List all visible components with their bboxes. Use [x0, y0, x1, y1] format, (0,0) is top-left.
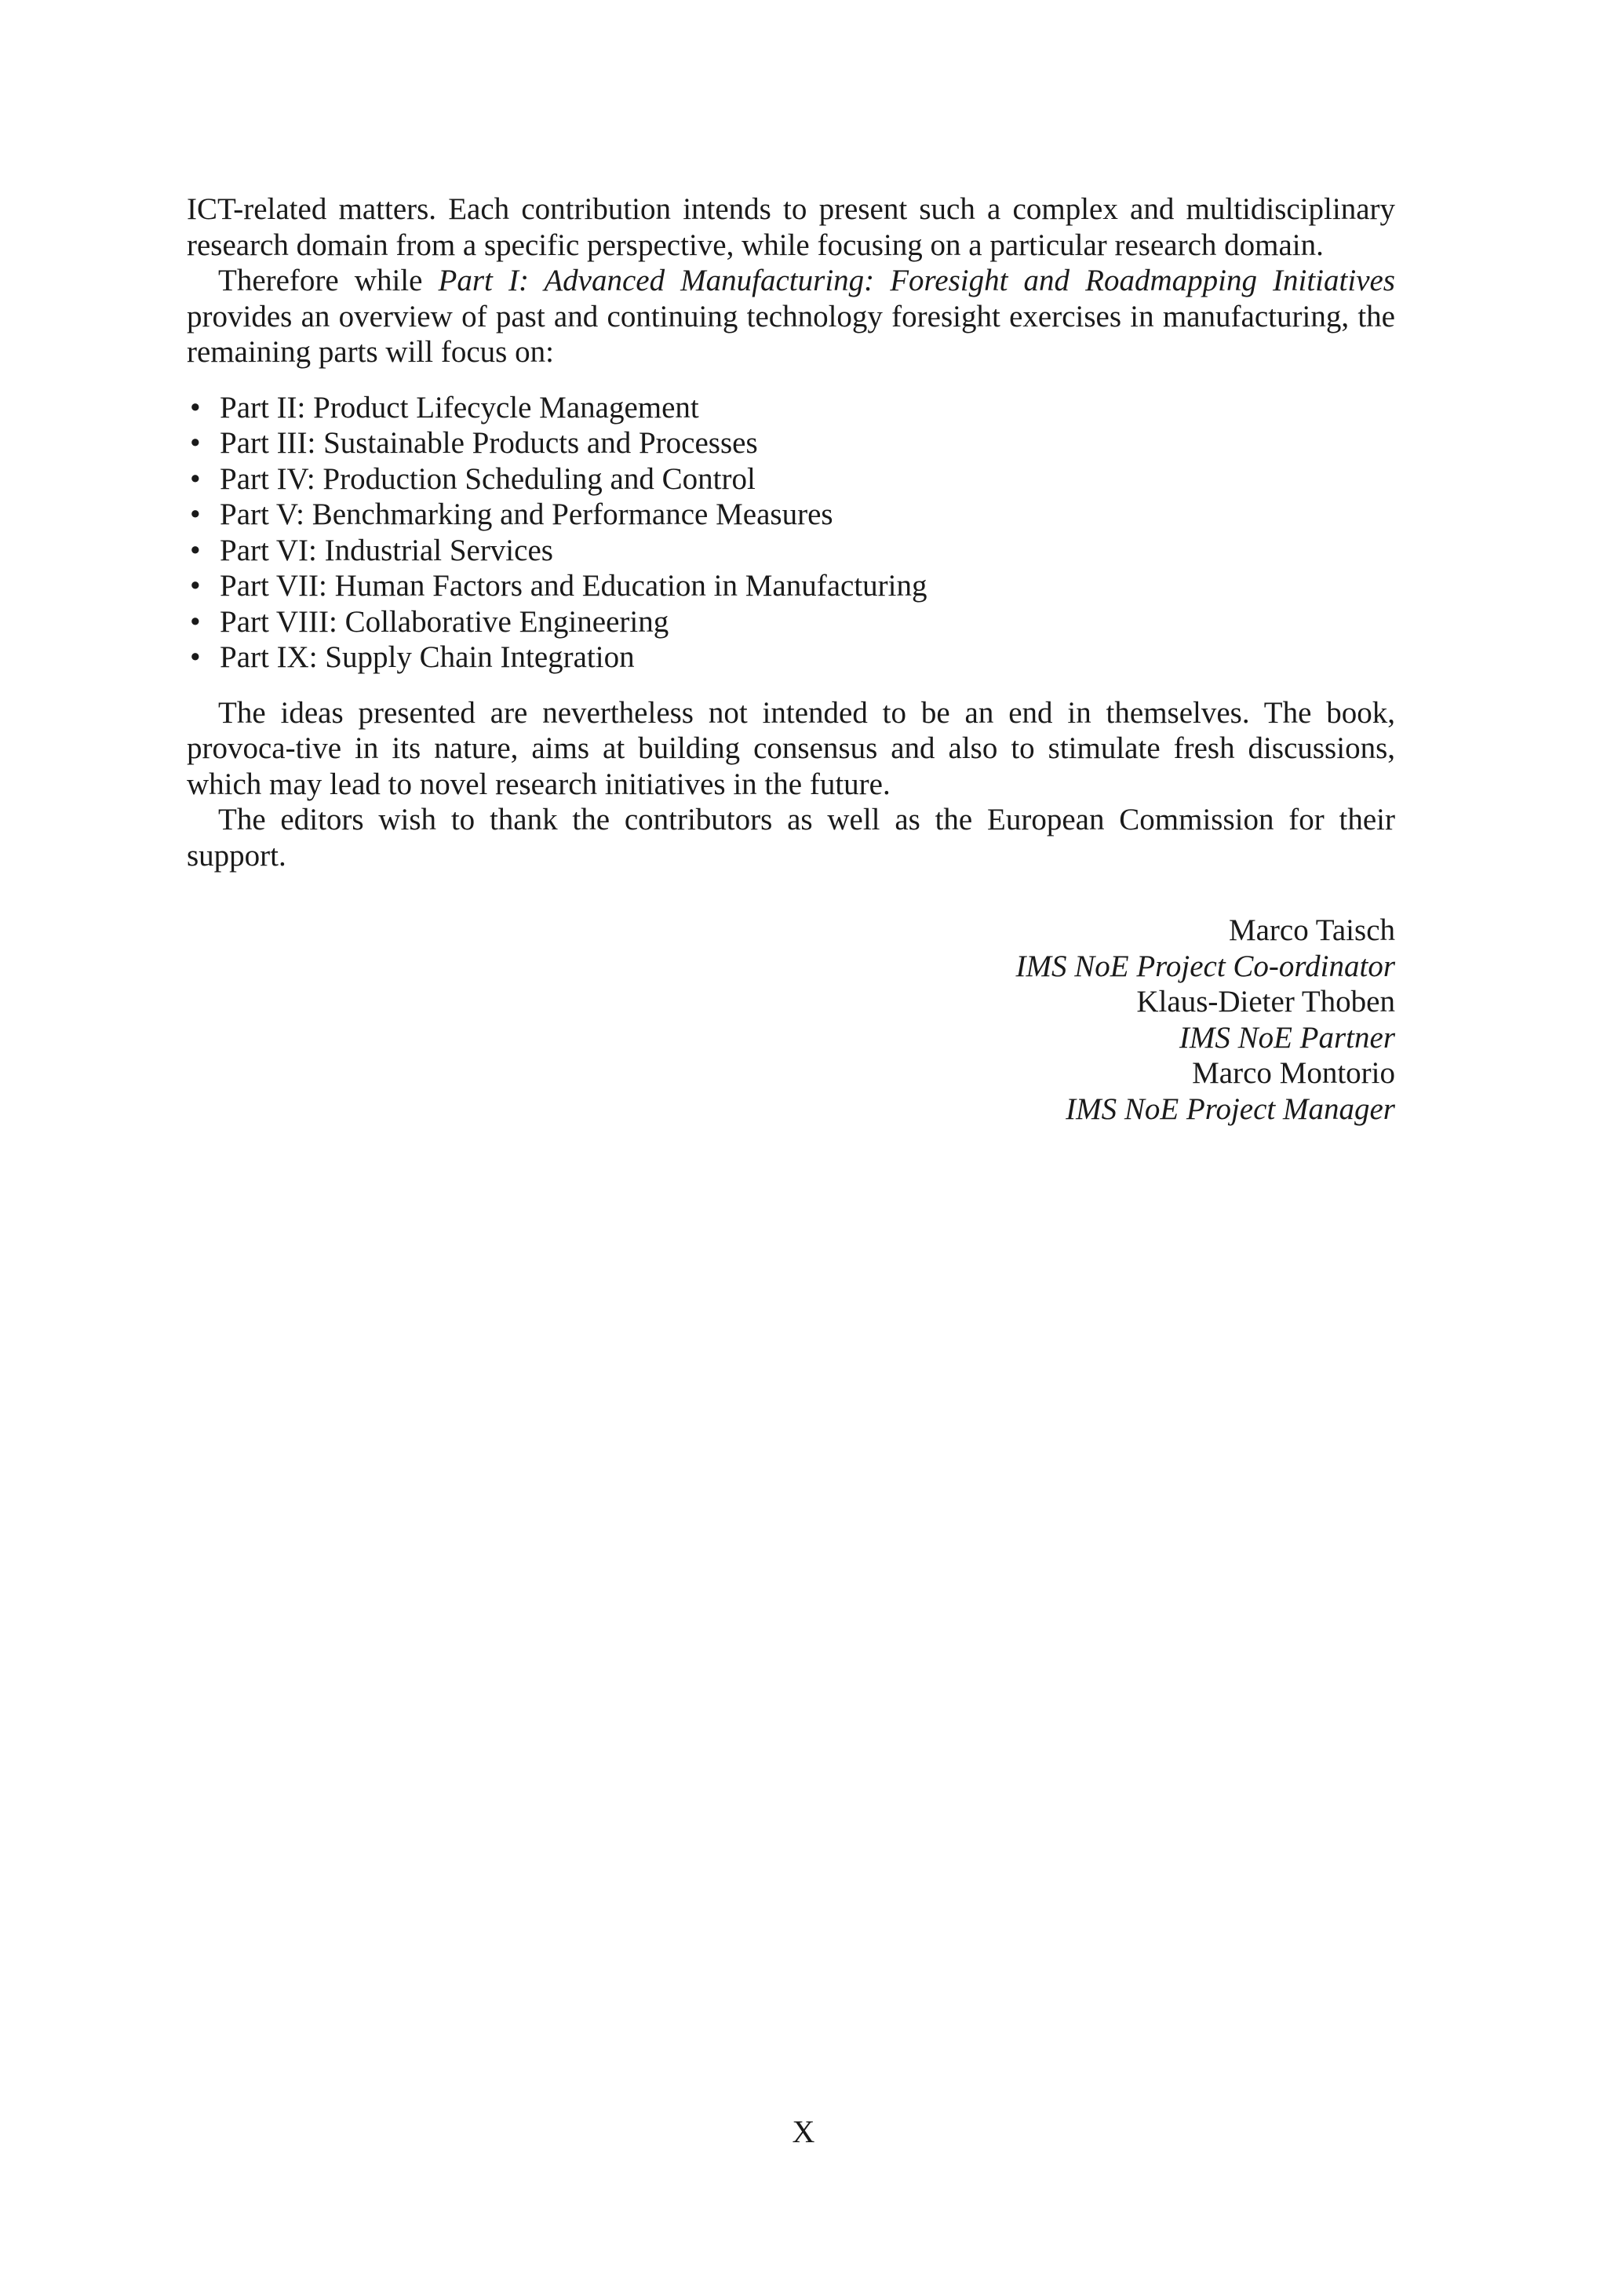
signature-name: Klaus-Dieter Thoben — [1136, 985, 1395, 1019]
signature-name: Marco Taisch — [1228, 913, 1395, 947]
list-item — [187, 497, 1395, 533]
bullet-icon: • — [190, 604, 201, 639]
signature-block — [187, 913, 1395, 1127]
list-item-text: Part II: Product Lifecycle Management — [220, 390, 699, 425]
bullet-icon: • — [190, 640, 201, 674]
bullet-icon: • — [190, 390, 201, 425]
intro-paragraph-2-end: provides an overview of past and continuing technology foresight exercises in manufacturing, the remaining parts will focus on: — [187, 299, 1395, 369]
list-item — [187, 640, 1395, 676]
list-item — [187, 604, 1395, 640]
list-item — [187, 461, 1395, 497]
list-item-text: Part VIII: Collaborative Engineering — [220, 604, 669, 639]
closing-paragraph-2: The editors wish to thank the contributors as well as the European Commission for their support. — [187, 803, 1395, 873]
bullet-icon: • — [190, 426, 201, 460]
signature-role: IMS NoE Project Co-ordinator — [1015, 949, 1395, 983]
bullet-icon: • — [190, 533, 201, 567]
list-item-text: Part VI: Industrial Services — [220, 533, 553, 567]
signature-name: Marco Montorio — [1192, 1056, 1395, 1090]
page-body — [187, 191, 1395, 1127]
intro-paragraph-1: ICT-related matters. Each contribution intends to present such a complex and multidisciplinary research domain from a specific perspective, while focusing on a particular research domain. — [187, 192, 1395, 262]
intro-paragraph-2-start: Therefore while — [218, 264, 439, 297]
bullet-icon: • — [190, 569, 201, 603]
list-item — [187, 425, 1395, 461]
list-item-text: Part IX: Supply Chain Integration — [220, 640, 635, 674]
parts-list — [187, 390, 1395, 676]
closing-paragraph-1: The ideas presented are nevertheless not intended to be an end in themselves. The book, provoca-tive in its nature, aims at building consensus and also to stimulate fresh discussions, which may lead to novel research initiatives in the future. — [187, 695, 1395, 801]
list-item — [187, 533, 1395, 569]
list-item-text: Part III: Sustainable Products and Processes — [220, 426, 758, 460]
list-item-text: Part V: Benchmarking and Performance Measures — [220, 497, 833, 531]
bullet-icon: • — [190, 497, 201, 531]
list-item — [187, 390, 1395, 426]
list-item — [187, 568, 1395, 604]
signature-role: IMS NoE Partner — [1179, 1020, 1395, 1055]
list-item-text: Part IV: Production Scheduling and Control — [220, 461, 756, 496]
page-number: X — [792, 2114, 815, 2149]
signature-role: IMS NoE Project Manager — [1066, 1092, 1395, 1126]
list-item-text: Part VII: Human Factors and Education in Manufacturing — [220, 569, 927, 603]
part-one-title: Part I: Advanced Manufacturing: Foresight and Roadmapping Initiatives — [438, 264, 1395, 297]
intro-paragraph-2 — [187, 263, 1395, 370]
bullet-icon: • — [190, 461, 201, 496]
